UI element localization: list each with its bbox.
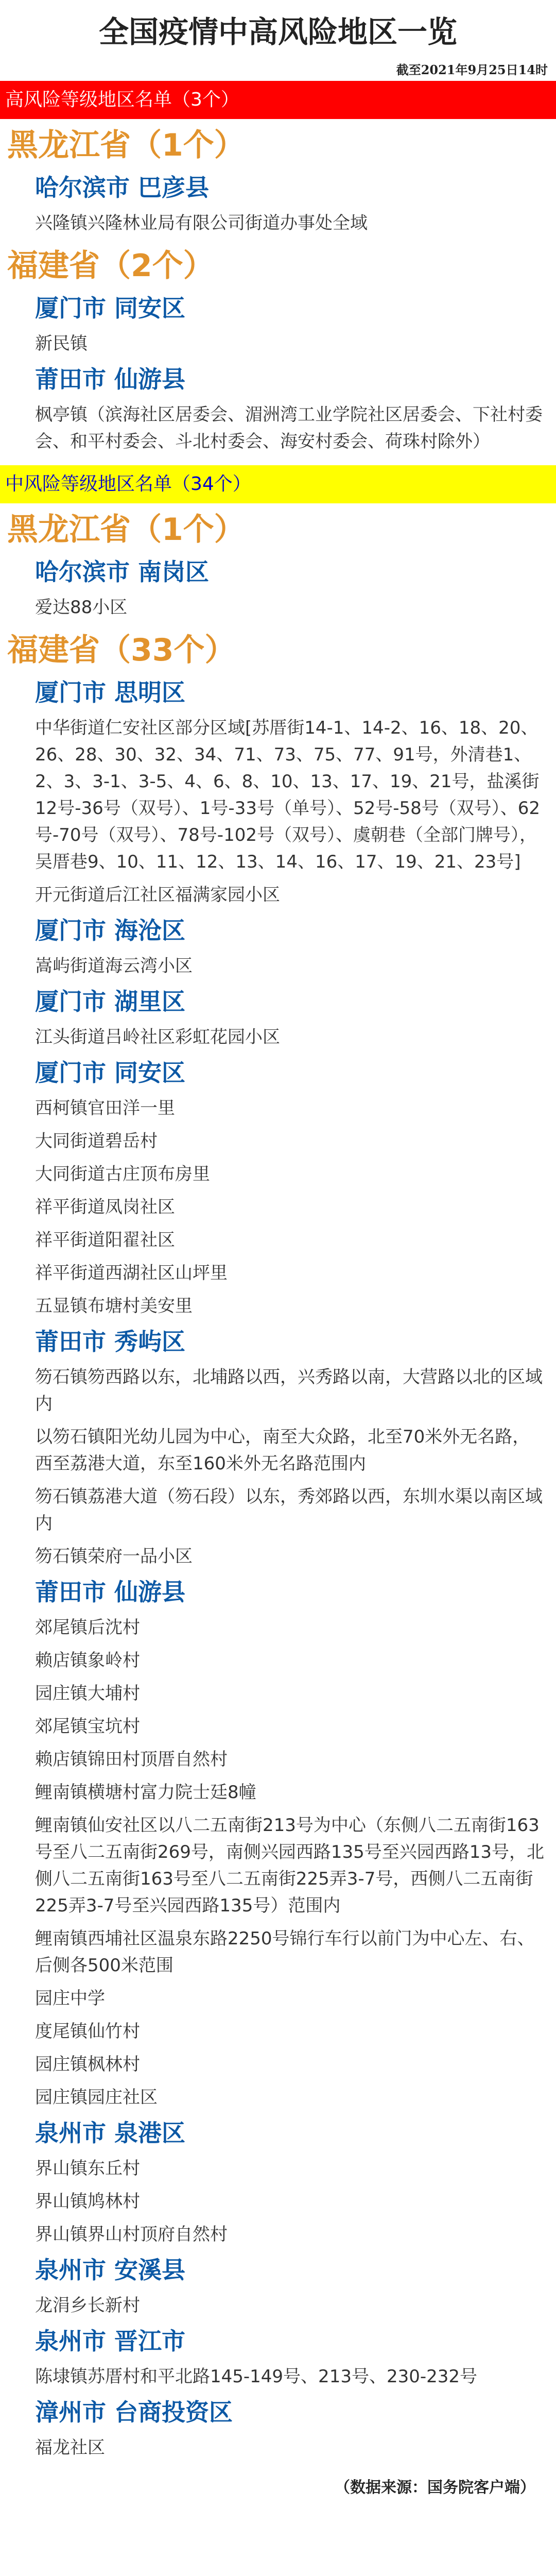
city-heading: 厦门市 同安区 — [35, 1059, 186, 1087]
risk-area-entry: 界山镇鸠林村 — [35, 2191, 140, 2212]
risk-area-entry: 祥平街道凤岗社区 — [35, 1197, 175, 1217]
risk-area-entry: 鲤南镇西埔社区温泉东路2250号锦行车行以前门为中心左、右、后侧各500米范围 — [35, 1928, 535, 1976]
city-heading: 泉州市 安溪县 — [35, 2256, 186, 2284]
mid-risk-header: 中风险等级地区名单（34个） — [0, 465, 556, 503]
risk-area-entry: 祥平街道阳翟社区 — [35, 1230, 175, 1250]
risk-area-entry: 园庄镇大埔村 — [35, 1683, 140, 1704]
risk-area-entry: 爱达88小区 — [35, 597, 128, 618]
risk-area-entry: 度尾镇仙竹村 — [35, 2021, 140, 2042]
risk-area-entry: 祥平街道西湖社区山坪里 — [35, 1263, 228, 1283]
risk-area-entry: 笏石镇荣府一品小区 — [35, 1546, 193, 1567]
city-heading: 莆田市 秀屿区 — [35, 1328, 186, 1355]
risk-area-entry: 嵩屿街道海云湾小区 — [35, 956, 193, 976]
risk-area-entry: 五显镇布塘村美安里 — [35, 1296, 193, 1316]
risk-area-entry: 中华街道仁安社区部分区域[苏厝街14-1、14-2、16、18、20、26、28、30、32、34、71、73、75、77、91号，外清巷1、2、3、3-1、3-5、4、6、8、10、13、17、19、21号，盐溪街12号-36号（双号）、1号-33号（单号）、52号-58号（双号）、62号-70号（双号）、78号-102号（双号）、虞朝巷（全部门牌号），吴厝巷9、10、11、12、13、14、16、17、19、21、23号] — [35, 718, 541, 872]
risk-area-entry: 鲤南镇横塘村富力院士廷8幢 — [35, 1782, 256, 1803]
risk-area-entry: 园庄中学 — [35, 1988, 105, 2009]
risk-area-entry: 赖店镇锦田村顶厝自然村 — [35, 1749, 228, 1770]
risk-area-entry: 开元街道后江社区福满家园小区 — [35, 885, 280, 905]
risk-area-entry: 园庄镇枫林村 — [35, 2054, 140, 2075]
risk-area-entry: 新民镇 — [35, 333, 88, 354]
risk-area-entry: 以笏石镇阳光幼儿园为中心，南至大众路，北至70米外无名路，西至荔港大道，东至160米外无名路范围内 — [35, 1427, 530, 1474]
risk-area-entry: 陈埭镇苏厝村和平北路145-149号、213号、230-232号 — [35, 2366, 478, 2387]
high-risk-list — [0, 122, 556, 458]
city-heading: 泉州市 泉港区 — [35, 2119, 186, 2147]
risk-area-entry: 郊尾镇后沈村 — [35, 1617, 140, 1638]
risk-area-entry: 兴隆镇兴隆林业局有限公司街道办事处全域 — [35, 213, 368, 233]
risk-area-entry: 界山镇界山村顶府自然村 — [35, 2224, 228, 2245]
risk-area-entry: 笏石镇荔港大道（笏石段）以东，秀郊路以西，东圳水渠以南区域内 — [35, 1486, 543, 1534]
risk-area-entry: 园庄镇园庄社区 — [35, 2087, 158, 2108]
risk-area-entry: 界山镇东丘村 — [35, 2158, 140, 2179]
city-heading: 厦门市 海沧区 — [35, 917, 186, 944]
city-heading: 厦门市 湖里区 — [35, 988, 186, 1015]
data-source: （数据来源：国务院客户端） — [335, 2479, 535, 2497]
high-risk-header: 高风险等级地区名单（3个） — [0, 81, 556, 119]
city-heading: 哈尔滨市 南岗区 — [35, 558, 210, 586]
risk-area-entry: 大同街道碧岳村 — [35, 1131, 158, 1151]
city-heading: 莆田市 仙游县 — [35, 365, 186, 393]
page-title: 全国疫情中高风险地区一览 — [98, 14, 457, 49]
city-heading: 莆田市 仙游县 — [35, 1578, 186, 1606]
mid-risk-list — [0, 506, 556, 2464]
as-of-date: 截至2021年9月25日14时 — [396, 62, 548, 77]
risk-area-entry: 赖店镇象岭村 — [35, 1650, 140, 1671]
risk-area-entry: 福龙社区 — [35, 2437, 105, 2458]
province-heading: 黑龙江省（1个） — [7, 127, 245, 163]
risk-area-entry: 龙涓乡长新村 — [35, 2295, 140, 2316]
risk-area-entry: 郊尾镇宝坑村 — [35, 1716, 140, 1737]
risk-area-entry: 枫亭镇（滨海社区居委会、湄洲湾工业学院社区居委会、下社村委会、和平村委会、斗北村委会、海安村委会、荷珠村除外） — [35, 404, 543, 452]
risk-area-entry: 江头街道吕岭社区彩虹花园小区 — [35, 1027, 280, 1047]
province-heading: 福建省（2个） — [7, 248, 214, 284]
risk-area-entry: 大同街道古庄顶布房里 — [35, 1164, 210, 1184]
city-heading: 漳州市 台商投资区 — [35, 2398, 233, 2426]
province-heading: 黑龙江省（1个） — [7, 512, 245, 548]
city-heading: 厦门市 思明区 — [35, 679, 186, 706]
city-heading: 厦门市 同安区 — [35, 294, 186, 322]
risk-area-entry: 笏石镇笏西路以东，北埔路以西，兴秀路以南，大营路以北的区域内 — [35, 1367, 543, 1414]
risk-area-entry: 西柯镇官田洋一里 — [35, 1098, 175, 1118]
city-heading: 哈尔滨市 巴彦县 — [35, 174, 210, 201]
risk-area-entry: 鲤南镇仙安社区以八二五南街213号为中心（东侧八二五南街163号至八二五南街269号，南侧兴园西路135号至兴园西路13号，北侧八二五南街163号至八二五南街225弄3-7号，西侧八二五南街225弄3-7号至兴园西路135号）范围内 — [35, 1815, 545, 1916]
city-heading: 泉州市 晋江市 — [35, 2327, 186, 2355]
province-heading: 福建省（33个） — [7, 632, 236, 668]
